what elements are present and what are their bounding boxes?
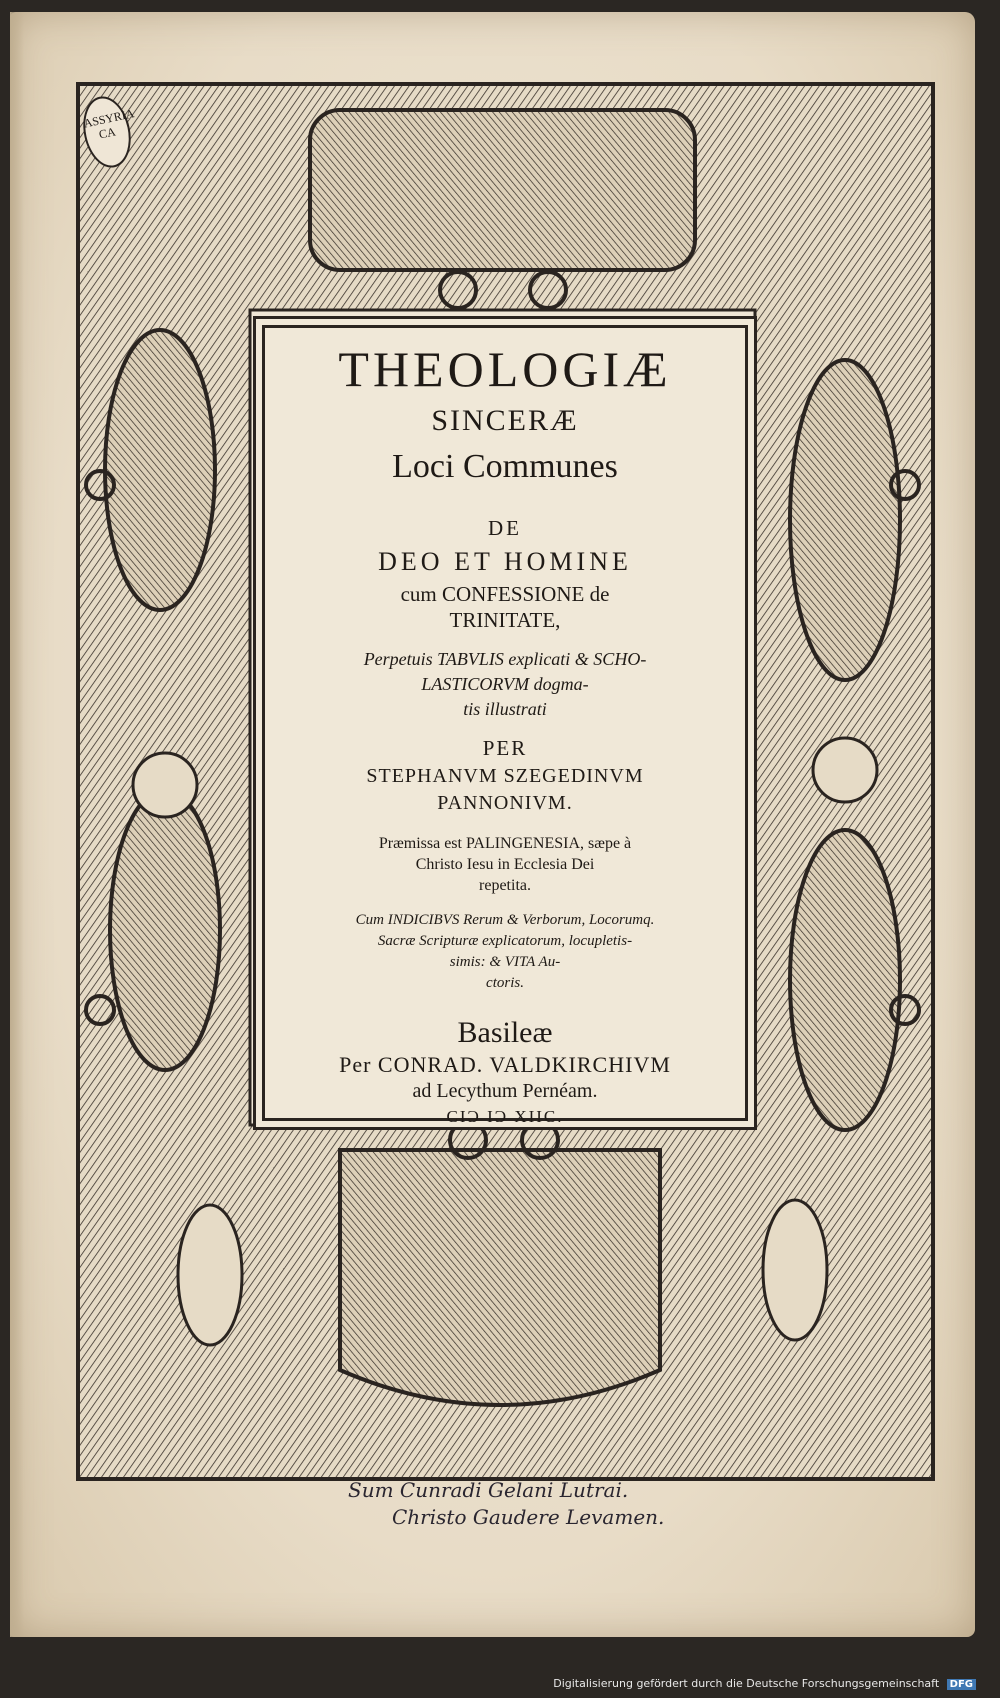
right-shield	[763, 1200, 827, 1340]
indices-line-2: Sacræ Scripturæ explicatorum, locupletis-	[377, 933, 633, 949]
perpetuis-line-1: Perpetuis TABVLIS explicati & SCHO-	[363, 649, 647, 669]
indices-note	[265, 910, 745, 994]
left-medallion-upper	[105, 330, 215, 610]
confessione-line-2: TRINITATE,	[449, 608, 561, 632]
praemissa-line-3: repetita.	[479, 877, 531, 894]
bottom-cartouche	[340, 1150, 660, 1405]
imprint-date: CIƆ IƆ XIIC.	[446, 1107, 564, 1126]
indices-line-3: simis: & VITA Au-	[449, 954, 561, 970]
right-medallion-upper	[790, 360, 900, 680]
title-de: DE	[488, 516, 522, 540]
title-deo-homine: DEO ET HOMINE	[378, 547, 632, 576]
title-loci-communes: Loci Communes	[392, 448, 618, 485]
left-shield	[178, 1205, 242, 1345]
handwritten-line-1: Sum Cunradi Gelani Lutrai.	[348, 1478, 629, 1502]
praemissa-note	[265, 833, 745, 896]
right-mask	[813, 738, 877, 802]
imprint-printer: Per CONRAD. VALDKIRCHIVM	[339, 1052, 671, 1077]
imprint-place: Basileæ	[457, 1016, 553, 1049]
title-sincerae: SINCERÆ	[431, 404, 579, 437]
title-panel	[262, 325, 748, 1126]
title-per: PER	[482, 736, 528, 760]
perpetuis-line-3: tis illustrati	[463, 699, 547, 719]
praemissa-line-1: Præmissa est PALINGENESIA, sæpe à	[378, 835, 632, 852]
imprint-sign: ad Lecythum Pernéam.	[412, 1080, 598, 1102]
title-confessione	[265, 581, 745, 633]
indices-line-4: ctoris.	[486, 975, 524, 991]
handwritten-line-2: Christo Gaudere Levamen.	[392, 1505, 665, 1529]
right-medallion-lower	[790, 830, 900, 1130]
confessione-line-1: cum CONFESSIONE de	[400, 582, 610, 606]
author-line-1: STEPHANVM SZEGEDINVM	[366, 765, 644, 787]
author-line-2: PANNONIVM.	[437, 792, 573, 814]
left-mask	[133, 753, 197, 817]
author-name	[265, 763, 745, 817]
credit-text: Digitalisierung gefördert durch die Deutsche Forschungsgemeinschaft	[553, 1677, 940, 1690]
dfg-logo: DFG	[947, 1679, 976, 1690]
digitization-credit	[553, 1677, 976, 1690]
title-main: THEOLOGIÆ	[338, 341, 672, 397]
indices-line-1: Cum INDICIBVS Rerum & Verborum, Locorumq.	[355, 912, 655, 928]
praemissa-line-2: Christo Iesu in Ecclesia Dei	[415, 856, 595, 873]
perpetuis-line-2: LASTICORVM dogma-	[421, 674, 589, 694]
title-perpetuis	[265, 647, 745, 722]
top-cartouche	[310, 110, 695, 270]
assyria-label-text: ASSYRIA CA	[82, 106, 136, 142]
left-medallion-lower	[110, 790, 220, 1070]
